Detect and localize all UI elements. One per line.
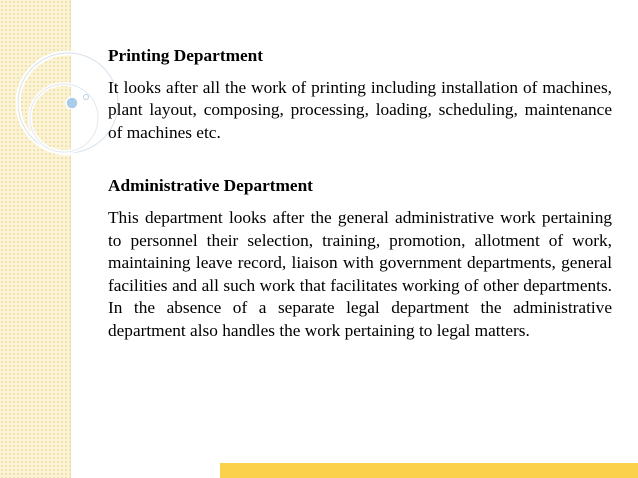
slide-content (108, 45, 612, 343)
section-heading: Administrative Department (108, 176, 313, 196)
small-ring-outline (30, 84, 98, 152)
section-paragraph: This department looks after the general administrative work pertaining to personnel their selection, training, promotion, allotment of work, maintaining leave record, liaison with government departments, general facilities and all such work that facilitates working of other departments. In the absence of a separate legal department the administrative department also handles the work pertaining to legal matters. (108, 207, 612, 340)
blue-dot (66, 97, 78, 109)
section-printing (108, 45, 612, 144)
decorative-circles (0, 0, 120, 260)
bottom-accent-bar (220, 463, 638, 478)
section-heading: Printing Department (108, 46, 264, 65)
tiny-dot (84, 95, 89, 100)
section-paragraph: It looks after all the work of printing including installation of machines, plant layout, composing, processing, loading, scheduling, maintenance of machines etc. (108, 77, 612, 142)
section-administrative (108, 175, 612, 342)
